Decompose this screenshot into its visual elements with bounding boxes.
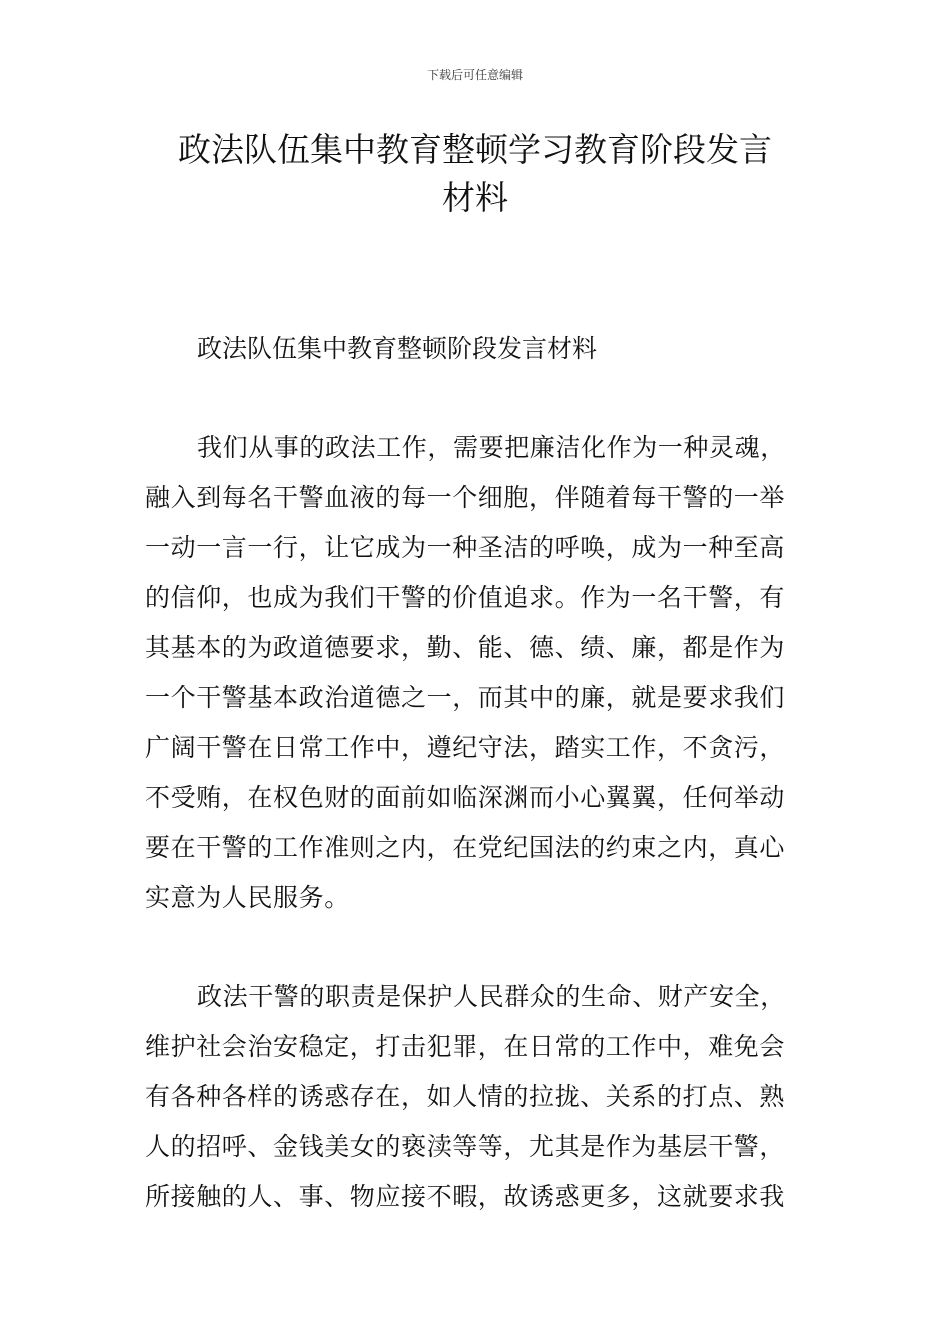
paragraph-line: 人的招呼、金钱美女的亵渎等等，尤其是作为基层干警， [145,1132,786,1161]
paragraph-line: 一动一言一行，让它成为一种圣洁的呼唤，成为一种至高 [145,533,786,562]
paragraph-line: 广阔干警在日常工作中，遵纪守法，踏实工作，不贪污， [145,733,786,762]
title-line-1: 政法队伍集中教育整顿学习教育阶段发言 [178,130,772,169]
paragraph-line: 融入到每名干警血液的每一个细胞，伴随着每干警的一举 [145,483,786,512]
title-line-2: 材料 [442,178,508,217]
paragraph-line: 要在干警的工作准则之内，在党纪国法的约束之内，真心 [145,833,786,862]
paragraph-line: 实意为人民服务。 [145,883,350,912]
header-note: 下载后可任意编辑 [426,68,523,82]
paragraph-line: 政法干警的职责是保护人民群众的生命、财产安全， [197,982,786,1011]
section-subtitle: 政法队伍集中教育整顿阶段发言材料 [197,334,598,363]
paragraph-line: 我们从事的政法工作，需要把廉洁化作为一种灵魂， [197,433,786,462]
paragraph-line: 维护社会治安稳定，打击犯罪，在日常的工作中，难免会 [145,1032,786,1061]
paragraph-line: 的信仰，也成为我们干警的价值追求。作为一名干警，有 [145,583,786,612]
paragraph-line: 所接触的人、事、物应接不暇，故诱惑更多，这就要求我 [145,1182,786,1211]
paragraph-line: 一个干警基本政治道德之一，而其中的廉，就是要求我们 [145,683,786,712]
paragraph-line: 不受贿，在权色财的面前如临深渊而小心翼翼，任何举动 [145,783,786,812]
document-title [145,126,805,222]
paragraph-2 [145,972,807,1222]
paragraph-line: 有各种各样的诱惑存在，如人情的拉拢、关系的打点、熟 [145,1082,786,1111]
paragraph-line: 其基本的为政道德要求，勤、能、德、绩、廉，都是作为 [145,633,786,662]
paragraph-1 [145,423,807,923]
